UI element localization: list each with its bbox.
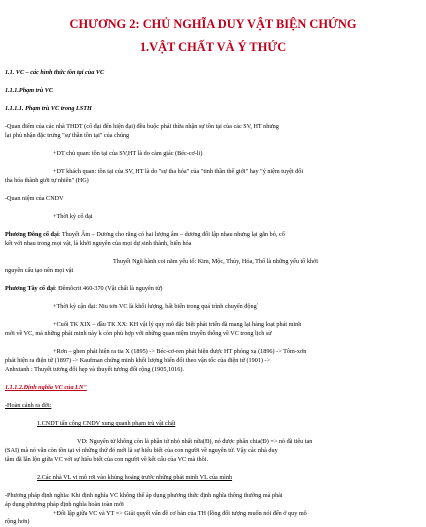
paragraph-line: tâm đã lẫn lộn giữa VC với sự hiểu biết của con người về kết cấu của VC mà thôi.: [5, 456, 208, 463]
paragraph-text: : Thuyết Âm – Dương cho rằng có hai lượng âm – dương đối lập nhau nhưng lại gắn bó, cố: [58, 231, 285, 238]
paragraph-line: +Cuối TK XIX – đầu TK XX: KH vật lý quy mô đặc biệt phát triển đã mang lại hàng loạt phát minh: [53, 321, 302, 328]
paragraph-line: [5, 231, 285, 239]
heading-1-1-1: 1.1.1.Phạm trù VC: [5, 87, 53, 94]
subheading-hoan-canh: -Hoàn cảnh ra đời:: [5, 402, 52, 409]
paragraph-line: mới về VC, mà những phát minh này k còn phù hợp với những quan niệm truyền thống về VC trong lịch sử: [5, 330, 272, 337]
bold-term: Phương Đông cổ đại: [5, 231, 59, 238]
heading-1-1-1-1: 1.1.1.1. Phạm trù VC trong LSTH: [5, 105, 92, 112]
paragraph-line: Anhxtanh : Thuyết tương đối hẹp và thuyết tương đối rộng (1905,1016).: [5, 366, 184, 373]
paragraph-line: +DT khách quan: tồn tại của SV, HT là do "sự tha hóa" của "tinh thần thế giới" hay "ý niệm tuyệt đối: [53, 168, 304, 175]
paragraph-text: : Đêmôcrit 460-370 (Vật chất là nguyên tử): [54, 285, 163, 292]
paragraph-line: -Quan điểm của các nhà THDT (cổ đại đến hiện đại) đều buộc phải thừa nhận sự tồn tại của các SV, HT nhưng: [5, 123, 279, 130]
section-title: 1.VẬT CHẤT VÀ Ý THỨC: [139, 40, 287, 54]
paragraph-line: kết với nhau trong mọi vật, là khởi nguyên của mọi dự sinh thành, biến hóa: [5, 240, 192, 247]
paragraph-line: +Rơn – ghen phát hiện ra tia X (1895) -> Béc-cơ-ren phát hiện được HT phóng xạ (1896) -> Tôm-xơn: [53, 348, 307, 355]
paragraph-line: [5, 285, 163, 293]
paragraph-line: -Phương pháp định nghĩa: Khi định nghĩa VC không thể áp dụng phương thức định nghĩa thông thường mà phải: [5, 492, 283, 499]
paragraph-line: nguyên cấu tạo nên mọi vật: [5, 267, 74, 274]
paragraph-line: -Quan niệm của CNDV: [5, 195, 64, 202]
paragraph-line: áp dụng phương pháp định nghĩa hoàn toàn mới: [5, 501, 124, 508]
paragraph-line: +Thời kỳ cận đại: Niu tơn VC là khối lượng, bất biến trong quá trình chuyển động`: [53, 303, 259, 310]
paragraph-line: tha hóa thành giới tự nhiên" (HG): [5, 177, 89, 184]
bold-term: Phương Tây cổ đại: [5, 285, 55, 292]
heading-1-1-1-2: 1.1.1.2.Định nghĩa VC của LN": [5, 384, 87, 391]
heading-1-1: 1.1. VC – các hình thức tồn tại của VC: [5, 69, 105, 76]
chapter-title: CHƯƠNG 2: CHỦ NGHĨA DUY VẬT BIỆN CHỨNG: [69, 17, 357, 31]
paragraph-line: VD: Nguyên tử không còn là phần tử nhỏ nhất nữa(Đ), nó được phân chia(Đ) => nó đã tiêu tan: [77, 438, 313, 445]
paragraph-line: (SAI) mà nó vẫn còn tồn tại vì những thứ đó mới là sự hiểu biết của con người về nguyên tử. Vậy các nhà duy: [5, 447, 278, 454]
paragraph-line: +Thời kỳ cổ đại: [53, 213, 93, 220]
paragraph-line: phát hiện ra điện tử (1897) -> Kaufman chứng minh khối lượng biến đổi theo vận tốc của điện tử (1901) ->: [5, 357, 271, 364]
paragraph-line: Thuyết Ngũ hành coi năm yếu tố: Kim, Mộc, Thủy, Hỏa, Thổ là những yếu tố khởi: [113, 258, 318, 265]
numbered-item: 1.CNDT tấn công CNDV xung quanh phạm trù vật chất: [37, 420, 176, 427]
paragraph-line: +DT chủ quan: tồn tại của SV,HT là do cảm giác (Béc-cơ-li): [53, 150, 203, 157]
paragraph-line: +Đối lập giữa VC và YT => Giải quyết vấn đề cơ bản của TH (lồng đối tượng muốn nói đến ở quy mô: [53, 510, 307, 517]
numbered-item: 2.Các nhà VL vi mô rơi vào khủng hoảng trước những phát minh VL của mình: [37, 474, 233, 481]
paragraph-line: lại phủ nhận đặc trưng "sự thần tồn tại" của chúng: [5, 132, 130, 139]
paragraph-line: rộng hơn): [5, 518, 30, 525]
